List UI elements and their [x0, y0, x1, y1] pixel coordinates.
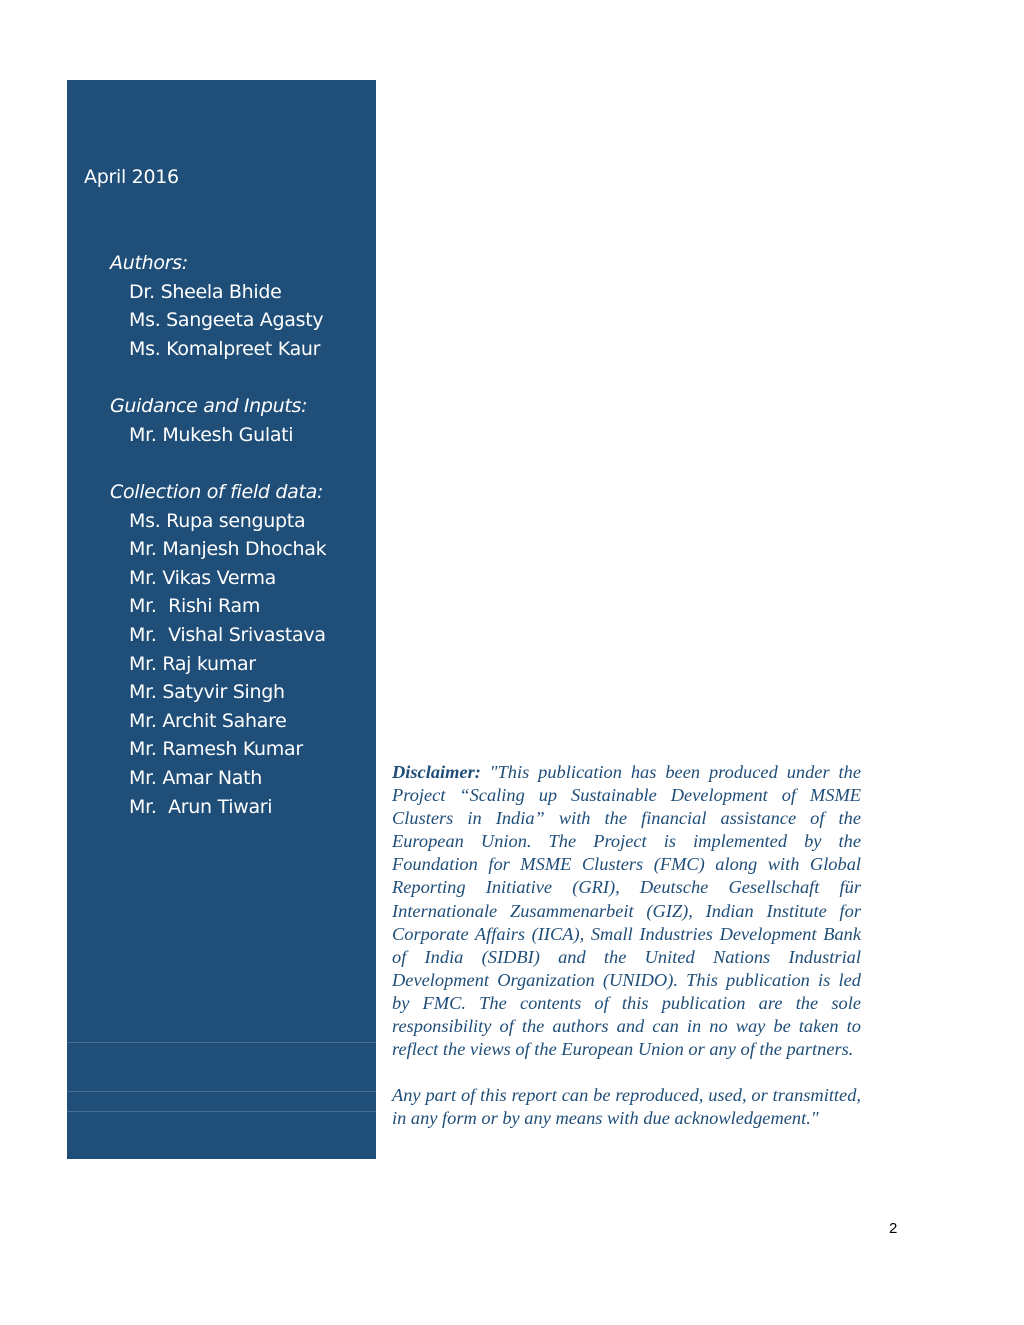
guidance-name: Mr. Mukesh Gulati [129, 423, 294, 446]
page-number: 2 [889, 1220, 898, 1237]
field-data-section [110, 478, 326, 821]
reproduction-notice: Any part of this report can be reproduced, used, or transmitted, in any form or by any means with due acknowledgement." [392, 1085, 861, 1129]
panel-divider [67, 1042, 376, 1043]
panel-divider [67, 1091, 376, 1092]
authors-heading: Authors: [110, 252, 188, 274]
field-data-name: Mr. Archit Sahare [129, 709, 287, 732]
disclaimer-paragraph [392, 761, 861, 1061]
authors-section [110, 249, 323, 363]
field-data-name: Mr. Satyvir Singh [129, 681, 285, 704]
disclaimer-block [392, 761, 861, 1130]
disclaimer-label: Disclaimer: [392, 762, 481, 782]
guidance-section [110, 392, 307, 449]
disclaimer-body: "This publication has been produced under the Project “Scaling up Sustainable Development of MSME Clusters in India” with the financial assistance of the European Union. The Project is implemented by the Foundation for MSME Clusters (FMC) along with Global Reporting Initiative (GRI), Deutsche Gesellschaft für Internationale Zusammenarbeit (GIZ), Indian Institute for Corporate Affairs (IICA), Small Industries Development Bank of India (SIDBI) and the United Nations Industrial Development Organization (UNIDO). This publication is led by FMC. The contents of this publication are the sole responsibility of the authors and can in no way be taken to reflect the views of the European Union or any of the partners. [392, 762, 861, 1060]
guidance-heading: Guidance and Inputs: [110, 395, 308, 417]
field-data-name: Mr. Amar Nath [129, 766, 262, 789]
field-data-name: Mr. Vishal Srivastava [129, 623, 326, 646]
field-data-name: Ms. Rupa sengupta [129, 509, 306, 532]
field-data-name: Mr. Arun Tiwari [129, 795, 273, 818]
field-data-name: Mr. Raj kumar [129, 652, 256, 675]
field-data-name: Mr. Manjesh Dhochak [129, 538, 327, 561]
field-data-name: Mr. Rishi Ram [129, 595, 261, 618]
author-name: Ms. Sangeeta Agasty [129, 309, 324, 332]
paragraph-gap [392, 1061, 861, 1084]
field-data-name: Mr. Ramesh Kumar [129, 738, 303, 761]
author-name: Ms. Komalpreet Kaur [129, 337, 321, 360]
field-data-heading: Collection of field data: [110, 481, 324, 503]
panel-divider [67, 1111, 376, 1112]
field-data-name: Mr. Vikas Verma [129, 566, 276, 589]
publication-date: April 2016 [84, 166, 179, 188]
author-name: Dr. Sheela Bhide [129, 280, 282, 303]
